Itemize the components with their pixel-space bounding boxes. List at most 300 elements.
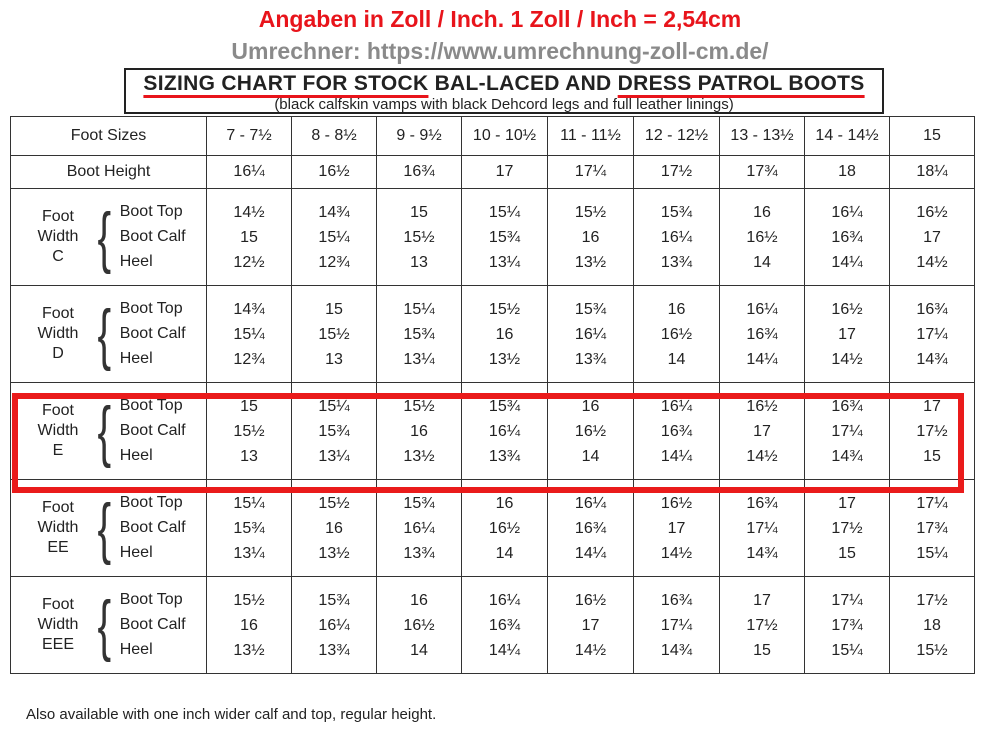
part-labels	[120, 395, 186, 467]
measurement-cell	[377, 286, 462, 383]
heel-value: 13½	[233, 641, 265, 659]
boot-top-value: 17	[838, 494, 856, 512]
foot-size-cell: 12 - 12½	[634, 117, 720, 156]
width-word: Width	[37, 325, 79, 342]
measurement-cell	[890, 480, 975, 577]
measurement-cell	[207, 577, 292, 674]
boot-top-value: 16¼	[574, 494, 607, 512]
boot-top-value: 14½	[233, 203, 265, 221]
heel-value: 14	[495, 544, 514, 562]
boot-calf-value: 16¼	[660, 228, 693, 246]
boot-top-label: Boot Top	[119, 397, 183, 414]
width-group-header	[11, 577, 206, 673]
boot-calf-value: 17½	[916, 422, 948, 440]
chart-title	[126, 72, 882, 96]
boot-calf-value: 17¾	[831, 616, 863, 634]
measurement-stack	[462, 202, 547, 273]
measurement-stack	[377, 202, 461, 273]
width-group-row	[11, 577, 975, 674]
foot-size-cell: 7 - 7½	[207, 117, 292, 156]
measurement-cell	[548, 577, 634, 674]
heel-value: 13¾	[318, 641, 350, 659]
heel-value: 14½	[660, 544, 693, 562]
measurement-stack	[462, 590, 547, 661]
boot-calf-value: 17¼	[746, 519, 778, 537]
measurement-cell	[207, 480, 292, 577]
heel-value: 13¾	[574, 350, 607, 368]
boot-top-label: Boot Top	[119, 494, 183, 511]
foot-size-cell: 14 - 14½	[805, 117, 890, 156]
heel-value: 15	[753, 641, 771, 659]
boot-calf-value: 17¼	[916, 325, 948, 343]
width-group-header	[11, 480, 206, 576]
measurement-stack	[462, 396, 547, 467]
boot-calf-value: 17¼	[660, 616, 693, 634]
boot-top-value: 15	[410, 203, 428, 221]
boot-top-value: 17¼	[916, 494, 948, 512]
boot-top-value: 16¼	[831, 203, 863, 221]
header-conversion-note: Angaben in Zoll / Inch. 1 Zoll / Inch = 2,54cm	[258, 6, 742, 32]
measurement-stack	[207, 493, 291, 564]
boot-top-value: 16	[667, 300, 686, 318]
heel-value: 14½	[831, 350, 863, 368]
boot-calf-label: Boot Calf	[119, 616, 186, 633]
boot-calf-value: 15¾	[318, 422, 350, 440]
width-label	[11, 304, 87, 364]
measurement-cell	[548, 383, 634, 480]
measurement-stack	[207, 299, 291, 370]
heel-value: 13	[410, 253, 428, 271]
width-letter: E	[52, 442, 64, 459]
brace-icon: {	[97, 490, 112, 566]
heel-value: 13¾	[403, 544, 435, 562]
boot-top-value: 15½	[574, 203, 607, 221]
heel-value: 13½	[403, 447, 435, 465]
boot-height-cell: 17½	[634, 156, 720, 189]
measurement-cell	[805, 189, 890, 286]
foot-size-cell: 15	[890, 117, 975, 156]
boot-top-value: 15¾	[574, 300, 607, 318]
measurement-cell	[548, 189, 634, 286]
boot-calf-value: 17	[581, 616, 600, 634]
foot-size-cell: 10 - 10½	[462, 117, 548, 156]
measurement-stack	[720, 590, 804, 661]
measurement-cell	[890, 286, 975, 383]
boot-top-value: 17½	[916, 591, 948, 609]
boot-top-label: Boot Top	[119, 591, 183, 608]
heel-value: 14	[753, 253, 771, 271]
measurement-cell	[634, 189, 720, 286]
measurement-cell	[805, 383, 890, 480]
boot-top-value: 17	[753, 591, 771, 609]
heel-value: 12½	[233, 253, 265, 271]
boot-calf-value: 16¾	[488, 616, 521, 634]
boot-calf-label: Boot Calf	[119, 519, 186, 536]
boot-top-value: 15¼	[318, 397, 350, 415]
measurement-cell	[548, 480, 634, 577]
heel-value: 14½	[746, 447, 778, 465]
boot-calf-value: 16	[581, 228, 600, 246]
measurement-stack	[548, 202, 633, 273]
measurement-stack	[720, 493, 804, 564]
heel-value: 14¼	[574, 544, 607, 562]
measurement-cell	[292, 480, 377, 577]
sizing-table	[10, 116, 975, 674]
boot-height-row	[11, 156, 975, 189]
measurement-cell	[207, 189, 292, 286]
brace-icon: {	[97, 393, 112, 469]
measurement-stack	[292, 202, 376, 273]
boot-calf-label: Boot Calf	[119, 422, 186, 439]
boot-top-value: 15	[240, 397, 258, 415]
width-group-header	[11, 286, 206, 382]
measurement-stack	[805, 590, 889, 661]
boot-calf-value: 16¾	[831, 228, 863, 246]
boot-calf-value: 17½	[831, 519, 863, 537]
boot-top-value: 15¼	[233, 494, 265, 512]
measurement-cell	[377, 577, 462, 674]
boot-top-value: 15½	[233, 591, 265, 609]
heel-value: 14½	[574, 641, 607, 659]
heel-label: Heel	[119, 253, 153, 270]
heel-value: 14¾	[746, 544, 778, 562]
boot-calf-value: 16½	[574, 422, 607, 440]
boot-calf-value: 18	[923, 616, 941, 634]
measurement-stack	[207, 396, 291, 467]
heel-value: 13½	[488, 350, 521, 368]
boot-calf-value: 15½	[233, 422, 265, 440]
heel-value: 14¼	[488, 641, 521, 659]
measurement-cell	[720, 189, 805, 286]
measurement-stack	[292, 493, 376, 564]
boot-calf-value: 16¼	[488, 422, 521, 440]
heel-value: 15½	[916, 641, 948, 659]
width-group-row	[11, 189, 975, 286]
foot-sizes-label: Foot Sizes	[11, 117, 207, 156]
heel-value: 14¼	[660, 447, 693, 465]
title-stock: SIZING CHART FOR STOCK	[143, 72, 429, 95]
heel-value: 15¼	[916, 544, 948, 562]
measurement-stack	[377, 590, 461, 661]
measurement-cell	[377, 480, 462, 577]
heel-value: 14¾	[831, 447, 863, 465]
part-labels	[120, 589, 186, 661]
measurement-stack	[548, 299, 633, 370]
heel-value: 15	[923, 447, 941, 465]
boot-top-value: 17¼	[831, 591, 863, 609]
boot-calf-value: 17¼	[831, 422, 863, 440]
boot-calf-value: 16	[325, 519, 343, 537]
boot-calf-value: 16½	[660, 325, 693, 343]
heel-value: 13½	[574, 253, 607, 271]
boot-height-cell: 17¾	[720, 156, 805, 189]
heel-value: 13¼	[318, 447, 350, 465]
boot-top-value: 16¾	[916, 300, 948, 318]
measurement-cell	[720, 286, 805, 383]
boot-top-value: 16	[410, 591, 428, 609]
measurement-cell	[548, 286, 634, 383]
measurement-cell	[720, 383, 805, 480]
boot-calf-value: 15¼	[233, 325, 265, 343]
boot-top-value: 15½	[488, 300, 521, 318]
heel-value: 12¾	[233, 350, 265, 368]
measurement-cell	[634, 286, 720, 383]
heel-label: Heel	[119, 641, 153, 658]
measurement-cell	[462, 383, 548, 480]
boot-top-value: 16¼	[488, 591, 521, 609]
boot-calf-value: 16¼	[318, 616, 350, 634]
boot-height-cell: 17	[462, 156, 548, 189]
boot-top-value: 15¾	[318, 591, 350, 609]
boot-calf-value: 16½	[746, 228, 778, 246]
width-word: Width	[37, 228, 79, 245]
width-word: Width	[37, 422, 79, 439]
boot-calf-label: Boot Calf	[119, 228, 186, 245]
measurement-stack	[292, 299, 376, 370]
boot-top-value: 15	[325, 300, 343, 318]
brace-icon: {	[97, 587, 112, 663]
measurement-stack	[377, 299, 461, 370]
boot-calf-value: 17	[667, 519, 686, 537]
heel-value: 14	[410, 641, 428, 659]
measurement-cell	[292, 286, 377, 383]
boot-top-value: 15¼	[488, 203, 521, 221]
boot-calf-value: 15½	[318, 325, 350, 343]
width-group-label-cell	[11, 286, 207, 383]
title-middle: BAL-LACED AND	[428, 72, 618, 95]
boot-top-value: 16¾	[831, 397, 863, 415]
foot-size-cell: 8 - 8½	[292, 117, 377, 156]
heel-value: 14¾	[916, 350, 948, 368]
part-labels	[120, 298, 186, 370]
measurement-stack	[292, 590, 376, 661]
boot-top-value: 15¼	[403, 300, 435, 318]
boot-top-value: 16½	[831, 300, 863, 318]
boot-top-value: 15½	[318, 494, 350, 512]
heel-value: 15	[838, 544, 856, 562]
measurement-cell	[462, 286, 548, 383]
title-dress-patrol: DRESS PATROL BOOTS	[617, 72, 865, 95]
measurement-stack	[890, 396, 974, 467]
width-letter: D	[52, 345, 64, 362]
boot-top-value: 16	[753, 203, 771, 221]
boot-top-label: Boot Top	[119, 300, 183, 317]
boot-height-cell: 16¾	[377, 156, 462, 189]
width-label	[11, 207, 87, 267]
boot-calf-value: 15¼	[318, 228, 350, 246]
measurement-cell	[462, 480, 548, 577]
measurement-cell	[805, 286, 890, 383]
measurement-stack	[805, 396, 889, 467]
header-converter-link[interactable]: Umrechner: https://www.umrechnung-zoll-cm.de/	[231, 38, 769, 64]
measurement-cell	[292, 189, 377, 286]
boot-top-value: 16¾	[746, 494, 778, 512]
boot-height-label: Boot Height	[11, 156, 207, 189]
foot-word: Foot	[41, 596, 74, 613]
boot-height-cell: 18	[805, 156, 890, 189]
width-group-row	[11, 480, 975, 577]
boot-top-value: 16½	[746, 397, 778, 415]
boot-calf-value: 15½	[403, 228, 435, 246]
measurement-stack	[805, 299, 889, 370]
boot-calf-value: 15¾	[233, 519, 265, 537]
heel-value: 14¾	[660, 641, 693, 659]
boot-calf-value: 16½	[488, 519, 521, 537]
width-label	[11, 401, 87, 461]
measurement-cell	[462, 189, 548, 286]
measurement-cell	[634, 480, 720, 577]
boot-calf-value: 16¼	[403, 519, 435, 537]
boot-top-value: 14¾	[318, 203, 350, 221]
boot-top-value: 16¼	[746, 300, 778, 318]
width-group-label-cell	[11, 577, 207, 674]
chart-title-box	[124, 68, 884, 114]
heel-value: 13¾	[488, 447, 521, 465]
measurement-stack	[890, 493, 974, 564]
heel-label: Heel	[119, 350, 153, 367]
heel-value: 14½	[916, 253, 948, 271]
measurement-cell	[720, 480, 805, 577]
measurement-stack	[720, 299, 804, 370]
heel-value: 14¼	[831, 253, 863, 271]
foot-sizes-row	[11, 117, 975, 156]
foot-size-cell: 11 - 11½	[548, 117, 634, 156]
measurement-cell	[207, 286, 292, 383]
boot-top-value: 14¾	[233, 300, 265, 318]
measurement-stack	[890, 299, 974, 370]
boot-top-value: 15¾	[660, 203, 693, 221]
boot-height-cell: 16¼	[207, 156, 292, 189]
boot-height-cell: 16½	[292, 156, 377, 189]
measurement-stack	[720, 396, 804, 467]
measurement-stack	[634, 299, 719, 370]
width-group-label-cell	[11, 480, 207, 577]
heel-value: 13¼	[488, 253, 521, 271]
width-label	[11, 595, 87, 655]
boot-top-label: Boot Top	[119, 203, 183, 220]
boot-calf-value: 16	[410, 422, 428, 440]
measurement-stack	[548, 590, 633, 661]
heel-value: 14	[581, 447, 600, 465]
boot-calf-value: 16	[495, 325, 514, 343]
boot-top-value: 15¾	[488, 397, 521, 415]
chart-subtitle: (black calfskin vamps with black Dehcord legs and full leather linings)	[274, 96, 734, 113]
heel-label: Heel	[119, 447, 153, 464]
measurement-stack	[377, 493, 461, 564]
foot-word: Foot	[41, 208, 74, 225]
foot-size-cell: 9 - 9½	[377, 117, 462, 156]
boot-top-value: 17	[923, 397, 941, 415]
measurement-stack	[634, 590, 719, 661]
boot-calf-value: 17	[838, 325, 856, 343]
heel-value: 13¼	[233, 544, 265, 562]
heel-label: Heel	[119, 544, 153, 561]
width-group-row	[11, 286, 975, 383]
measurement-stack	[720, 202, 804, 273]
part-labels	[120, 492, 186, 564]
boot-calf-value: 15¾	[488, 228, 521, 246]
part-labels	[120, 201, 186, 273]
boot-top-value: 16¾	[660, 591, 693, 609]
measurement-cell	[890, 189, 975, 286]
measurement-stack	[462, 493, 547, 564]
measurement-stack	[890, 590, 974, 661]
width-group-row	[11, 383, 975, 480]
measurement-stack	[634, 396, 719, 467]
sizing-table-body	[11, 117, 975, 674]
measurement-stack	[890, 202, 974, 273]
heel-value: 12¾	[318, 253, 350, 271]
width-group-header	[11, 189, 206, 285]
heel-value: 13½	[318, 544, 350, 562]
boot-calf-value: 16½	[403, 616, 435, 634]
boot-calf-value: 17	[753, 422, 771, 440]
width-word: Width	[37, 616, 79, 633]
foot-word: Foot	[41, 305, 74, 322]
boot-top-value: 16	[495, 494, 514, 512]
measurement-stack	[377, 396, 461, 467]
heel-value: 13¾	[660, 253, 693, 271]
measurement-cell	[207, 383, 292, 480]
boot-top-value: 15½	[403, 397, 435, 415]
heel-value: 13	[325, 350, 343, 368]
width-group-label-cell	[11, 189, 207, 286]
measurement-stack	[462, 299, 547, 370]
boot-top-value: 16½	[574, 591, 607, 609]
measurement-stack	[207, 202, 291, 273]
width-letter: EE	[47, 539, 69, 556]
boot-top-value: 16½	[660, 494, 693, 512]
width-group-label-cell	[11, 383, 207, 480]
measurement-cell	[720, 577, 805, 674]
boot-calf-value: 15¾	[403, 325, 435, 343]
measurement-cell	[462, 577, 548, 674]
measurement-cell	[634, 383, 720, 480]
heel-value: 14¼	[746, 350, 778, 368]
boot-top-value: 15¾	[403, 494, 435, 512]
boot-calf-value: 16¾	[574, 519, 607, 537]
measurement-cell	[805, 577, 890, 674]
measurement-cell	[890, 383, 975, 480]
boot-calf-value: 17½	[746, 616, 778, 634]
boot-top-value: 16½	[916, 203, 948, 221]
boot-calf-value: 16¾	[746, 325, 778, 343]
measurement-stack	[207, 590, 291, 661]
brace-icon: {	[97, 296, 112, 372]
measurement-stack	[805, 493, 889, 564]
heel-value: 14	[667, 350, 686, 368]
measurement-stack	[805, 202, 889, 273]
footer-note: Also available with one inch wider calf and top, regular height.	[26, 706, 437, 723]
heel-value: 13	[240, 447, 258, 465]
boot-calf-label: Boot Calf	[119, 325, 186, 342]
measurement-cell	[292, 383, 377, 480]
measurement-cell	[634, 577, 720, 674]
boot-calf-value: 16	[240, 616, 258, 634]
measurement-cell	[377, 189, 462, 286]
width-letter: EEE	[41, 636, 74, 653]
heel-value: 13¼	[403, 350, 435, 368]
width-word: Width	[37, 519, 79, 536]
measurement-stack	[634, 202, 719, 273]
boot-height-cell: 18¼	[890, 156, 975, 189]
measurement-stack	[548, 493, 633, 564]
boot-calf-value: 15	[240, 228, 258, 246]
foot-word: Foot	[41, 402, 74, 419]
measurement-cell	[805, 480, 890, 577]
boot-height-cell: 17¼	[548, 156, 634, 189]
width-label	[11, 498, 87, 558]
